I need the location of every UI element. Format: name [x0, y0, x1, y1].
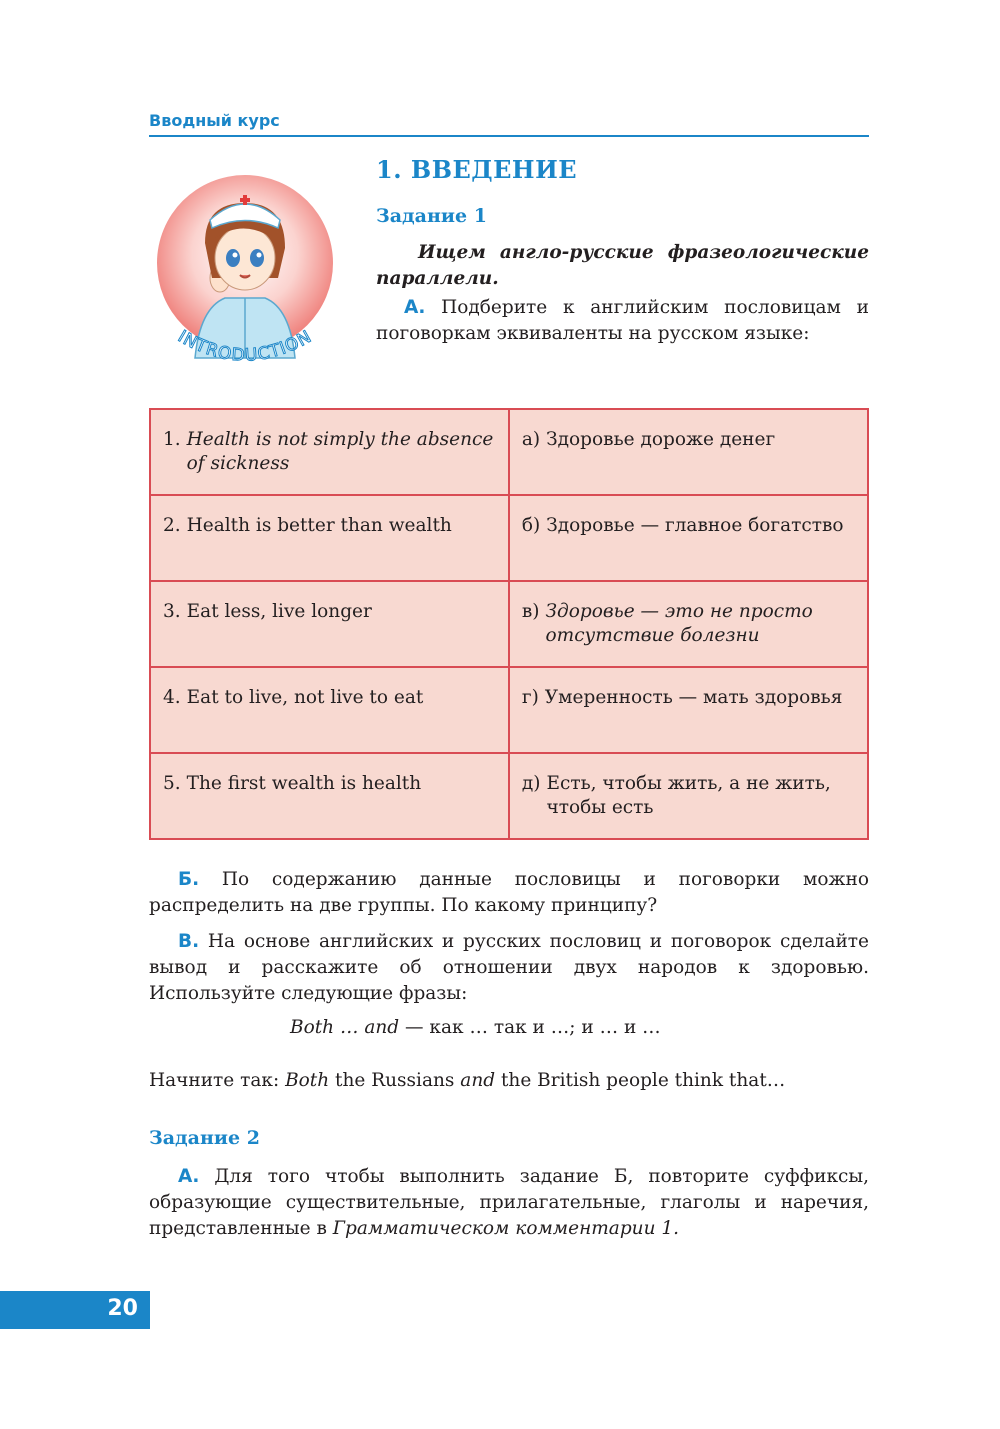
phrase-dots: … [334, 1017, 365, 1038]
proverb-number: 5. [163, 773, 181, 794]
english-proverb-cell [150, 667, 509, 753]
start-line [149, 1068, 785, 1094]
table-row [150, 581, 868, 667]
running-head-text: Вводный курс [149, 111, 280, 130]
proverbs-table [149, 408, 869, 840]
phrase-line [290, 1015, 661, 1041]
table-row [150, 753, 868, 839]
task2-a-text: Для того чтобы выполнить задание Б, повторите суффиксы, образующие существительные, прилагательные, глаголы и наречия, представленные в [149, 1166, 869, 1239]
introduction-illustration [150, 158, 340, 388]
english-proverb-cell [150, 495, 509, 581]
start-end: the British people think that… [495, 1070, 786, 1091]
phrase-and: and [364, 1017, 400, 1038]
english-proverb-cell [150, 753, 509, 839]
english-proverb-cell [150, 581, 509, 667]
russian-proverb: Умеренность — мать здоровья [544, 687, 843, 708]
russian-proverb: Здоровье — это не просто отсутствие болезни [545, 601, 813, 646]
illustration-caption: INTRODUCTION [174, 326, 316, 366]
russian-proverb-cell [509, 581, 868, 667]
start-mid: the Russians [329, 1070, 461, 1091]
proverb-number: 3. [163, 601, 181, 622]
running-head [149, 111, 869, 137]
start-prefix: Начните так: [149, 1070, 286, 1091]
task1-a-paragraph [376, 295, 869, 347]
task1-title: Задание 1 [376, 205, 487, 227]
russian-proverb-cell [509, 753, 868, 839]
proverb-number: 1. [163, 429, 181, 450]
task2-a-paragraph [149, 1164, 869, 1242]
russian-proverb-cell [509, 495, 868, 581]
task1-b-label: Б. [178, 869, 200, 890]
english-proverb: Health is not simply the absence of sickness [186, 429, 494, 474]
task2-a-label: А. [178, 1166, 200, 1187]
english-proverb: Health is better than wealth [186, 515, 452, 536]
table-row [150, 409, 868, 495]
english-proverb: The first wealth is health [186, 773, 422, 794]
task1-b-paragraph [149, 867, 869, 919]
task1-v-paragraph [149, 929, 869, 1007]
proverb-letter: д) [521, 773, 541, 794]
proverb-letter: а) [521, 429, 541, 450]
proverb-number: 2. [163, 515, 181, 536]
english-proverb: Eat less, live longer [186, 601, 372, 622]
start-and: and [460, 1070, 496, 1091]
task1-v-text: На основе английских и русских пословиц и поговорок сделайте вывод и расскажите об отношении двух народов к здоровью. Используйте следующие фразы: [149, 931, 869, 1004]
phrase-both: Both [290, 1017, 335, 1038]
task1-a-label: А. [404, 297, 426, 318]
proverb-number: 4. [163, 687, 181, 708]
proverb-letter: б) [521, 515, 541, 536]
proverb-letter: г) [521, 687, 539, 708]
russian-proverb: Есть, чтобы жить, а не жить, чтобы есть [546, 773, 831, 818]
table-row [150, 667, 868, 753]
task1-intro: Ищем англо-русские фразеологические параллели. [376, 242, 869, 289]
task1-b-text: По содержанию данные пословицы и поговорки можно распределить на две группы. По какому принципу? [149, 869, 869, 916]
proverb-letter: в) [521, 601, 540, 622]
russian-proverb: Здоровье — главное богатство [546, 515, 844, 536]
task1-a-text: Подберите к английским пословицам и поговоркам эквиваленты на русском языке: [376, 297, 869, 344]
phrase-rest: — как … так и …; и … и … [399, 1017, 661, 1038]
page-number: 20 [107, 1296, 138, 1321]
task1-v-label: В. [178, 931, 200, 952]
russian-proverb-cell [509, 667, 868, 753]
english-proverb-cell [150, 409, 509, 495]
russian-proverb: Здоровье дороже денег [546, 429, 776, 450]
table-row [150, 495, 868, 581]
russian-proverb-cell [509, 409, 868, 495]
section-title: 1. ВВЕДЕНИЕ [376, 155, 578, 184]
english-proverb: Eat to live, not live to eat [186, 687, 424, 708]
task2-a-reference: Грамматическом комментарии 1. [332, 1218, 680, 1239]
start-both: Both [285, 1070, 330, 1091]
page-number-tab [0, 1291, 150, 1329]
task2-title: Задание 2 [149, 1127, 260, 1149]
nurse-character-icon [150, 158, 340, 388]
